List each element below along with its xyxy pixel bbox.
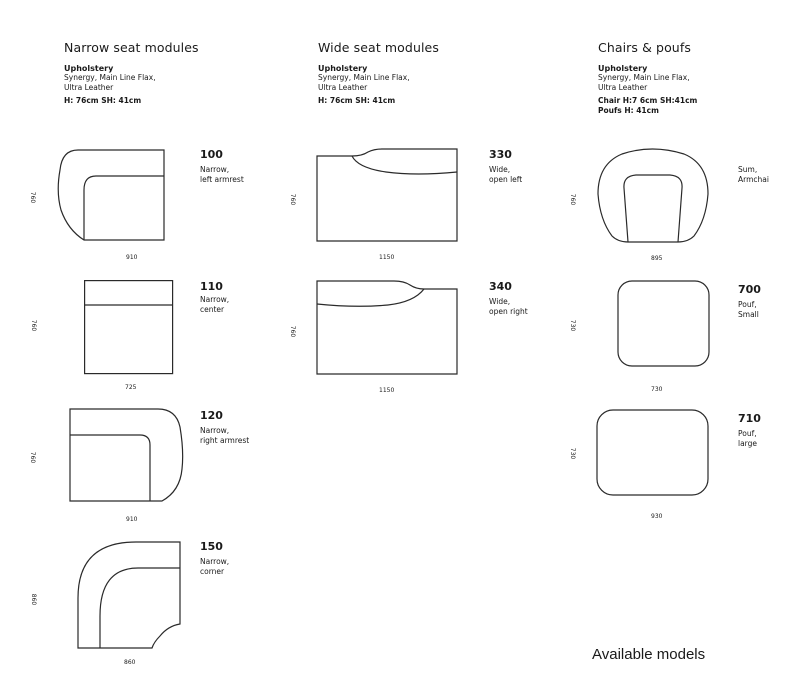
height-dimension: 860 [30,593,38,606]
height-dimension: 760 [29,451,37,464]
width-dimension: 730 [651,386,663,393]
model-code: 100 [200,148,223,161]
model-description: Pouf, Small [738,300,759,319]
width-dimension: 1150 [379,387,395,394]
upholstery-line: Ultra Leather [318,83,368,92]
model-code: 330 [489,148,512,161]
height-dimension: 760 [289,325,297,338]
height-dimension: 760 [289,193,297,206]
section-narrow [64,40,199,106]
model-description: Narrow, center [200,295,230,314]
module-150-drawing [74,538,186,652]
model-description: Narrow, left armrest [200,165,244,184]
height-dimension: 760 [569,193,577,206]
dimensions-line: H: 76cm SH: 41cm [318,96,396,105]
width-dimension: 930 [651,513,663,520]
width-dimension: 860 [124,659,136,666]
upholstery-heading: Upholstery [64,64,114,73]
pouf-710-drawing [596,409,710,497]
height-dimension: 760 [29,191,37,204]
model-code: 120 [200,409,223,422]
dimensions-line: Chair H:7 6cm SH:41cm [598,96,698,105]
upholstery-line: Ultra Leather [598,83,648,92]
module-330-drawing [316,148,460,244]
width-dimension: 1150 [379,254,395,261]
upholstery-line: Synergy, Main Line Flax, [318,73,410,82]
width-dimension: 725 [125,384,137,391]
pouf-700-drawing [617,280,711,368]
armchair-drawing [592,148,714,244]
width-dimension: 910 [126,254,138,261]
width-dimension: 910 [126,516,138,523]
page-caption: Available models [592,646,706,663]
section-title: Chairs & poufs [598,40,691,55]
model-code: 710 [738,412,761,425]
height-dimension: 730 [569,447,577,460]
model-description: Pouf, large [738,429,758,448]
section-chairs [598,40,697,116]
section-title: Narrow seat modules [64,40,199,55]
model-description: Narrow, right armrest [200,426,250,445]
section-title: Wide seat modules [318,40,439,55]
model-description: Sum, Armchai [738,165,769,184]
upholstery-line: Ultra Leather [64,83,114,92]
upholstery-heading: Upholstery [318,64,368,73]
module-100-drawing [56,148,168,244]
model-code: 700 [738,283,761,296]
upholstery-line: Synergy, Main Line Flax, [598,73,690,82]
module-110-drawing [84,280,174,376]
model-description: Wide, open right [489,297,528,316]
upholstery-heading: Upholstery [598,64,648,73]
module-340-drawing [316,280,460,376]
width-dimension: 895 [651,255,663,262]
model-code: 110 [200,280,223,293]
section-wide [318,40,439,106]
upholstery-line: Synergy, Main Line Flax, [64,73,156,82]
dimensions-line: Poufs H: 41cm [598,106,659,115]
height-dimension: 730 [569,319,577,332]
model-description: Wide, open left [489,165,523,184]
dimensions-line: H: 76cm SH: 41cm [64,96,142,105]
height-dimension: 760 [30,319,38,332]
model-code: 150 [200,540,223,553]
module-120-drawing [66,407,186,505]
model-code: 340 [489,280,512,293]
model-description: Narrow, corner [200,557,230,576]
